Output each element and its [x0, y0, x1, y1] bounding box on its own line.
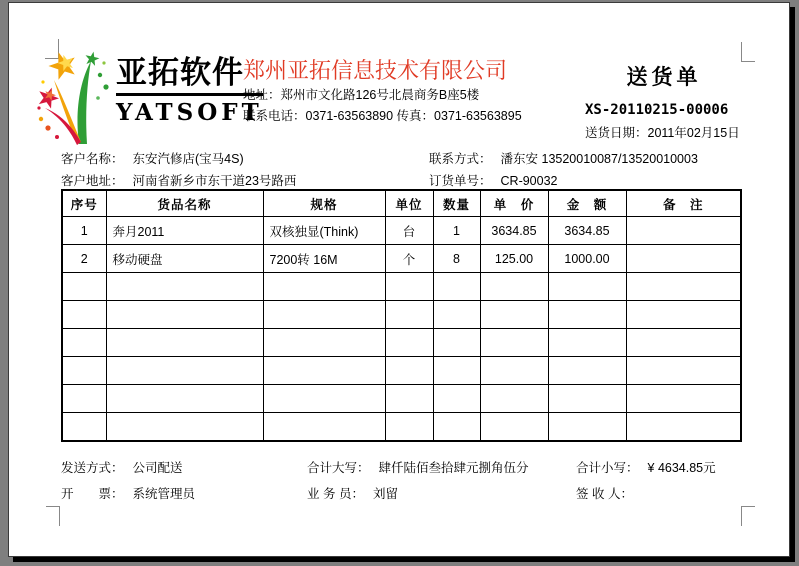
contact-field [429, 149, 698, 167]
table-cell [480, 273, 548, 301]
total-in-words-field [307, 458, 529, 476]
table-cell [106, 329, 263, 357]
salesman-field [307, 484, 398, 502]
table-cell [62, 329, 106, 357]
table-cell [480, 301, 548, 329]
table-cell [626, 245, 741, 273]
issuer-label: 开 票： [61, 487, 124, 501]
table-cell [433, 273, 480, 301]
table-cell [548, 301, 626, 329]
contact-label: 联系方式： [429, 152, 492, 166]
table-row-empty [62, 301, 741, 329]
table-cell [548, 413, 626, 442]
table-cell [263, 273, 385, 301]
table-cell: 双核独显(Think) [263, 217, 385, 245]
table-cell [626, 385, 741, 413]
table-cell [548, 357, 626, 385]
table-cell: 8 [433, 245, 480, 273]
column-header: 单位 [385, 190, 433, 217]
table-cell [106, 273, 263, 301]
order-number-label: 订货单号： [429, 174, 492, 188]
items-table-header [62, 190, 741, 217]
table-cell: 2 [62, 245, 106, 273]
table-cell [106, 357, 263, 385]
customer-name-value: 东安汽修店(宝马4S) [132, 152, 244, 166]
delivery-method-value: 公司配送 [132, 461, 183, 475]
receiver-label: 签 收 人： [576, 487, 633, 501]
company-address: 地址：郑州市文化路126号北晨商务B座5楼 [243, 88, 480, 102]
table-cell [385, 357, 433, 385]
order-number-value: CR-90032 [500, 174, 558, 188]
delivery-date: 送货日期：2011年02月15日 [585, 126, 740, 140]
table-cell [62, 413, 106, 442]
company-phones: 联系电话：0371-63563890 传真：0371-63563895 [243, 109, 522, 123]
table-cell: 3634.85 [480, 217, 548, 245]
table-cell [480, 413, 548, 442]
table-cell [385, 413, 433, 442]
table-cell [62, 273, 106, 301]
table-cell [433, 357, 480, 385]
table-cell: 1 [62, 217, 106, 245]
table-cell [62, 357, 106, 385]
table-cell [548, 273, 626, 301]
items-table [61, 189, 742, 442]
total-amount-label: 合计小写： [576, 461, 639, 475]
total-amount-value: ¥ 4634.85元 [647, 461, 716, 475]
company-block [243, 57, 593, 127]
column-header: 数量 [433, 190, 480, 217]
issuer-field [61, 484, 195, 502]
salesman-value: 刘留 [372, 487, 398, 501]
issuer-value: 系统管理员 [132, 487, 196, 501]
brand-block [116, 56, 263, 126]
company-name: 郑州亚拓信息技术有限公司 [243, 58, 508, 83]
contact-value: 潘东安 13520010087/13520010003 [500, 152, 698, 166]
brand-name-en: YATSOFT [116, 99, 263, 127]
table-cell [263, 329, 385, 357]
table-cell: 台 [385, 217, 433, 245]
delivery-method-label: 发送方式： [61, 461, 124, 475]
table-cell [263, 385, 385, 413]
table-cell: 1000.00 [548, 245, 626, 273]
table-cell: 移动硬盘 [106, 245, 263, 273]
table-cell [263, 413, 385, 442]
document-title: 送货单 [626, 66, 702, 89]
table-row-empty [62, 273, 741, 301]
table-cell [548, 385, 626, 413]
starburst-logo-icon [33, 49, 125, 147]
table-cell [433, 385, 480, 413]
table-cell: 奔月2011 [106, 217, 263, 245]
table-row [62, 217, 741, 245]
table-cell [626, 217, 741, 245]
table-cell [626, 357, 741, 385]
customer-name-label: 客户名称： [61, 152, 124, 166]
column-header: 序号 [62, 190, 106, 217]
table-cell [385, 385, 433, 413]
total-in-words-label: 合计大写： [307, 461, 370, 475]
table-cell [62, 385, 106, 413]
total-amount-field [576, 458, 716, 476]
column-header: 规格 [263, 190, 385, 217]
table-row-empty [62, 329, 741, 357]
table-cell [106, 301, 263, 329]
column-header: 货品名称 [106, 190, 263, 217]
table-cell [626, 301, 741, 329]
customer-address-label: 客户地址： [61, 174, 124, 188]
table-cell: 125.00 [480, 245, 548, 273]
order-number-field [429, 171, 558, 189]
customer-address-field [61, 171, 296, 189]
table-header-row [62, 190, 741, 217]
table-row [62, 245, 741, 273]
table-cell: 个 [385, 245, 433, 273]
table-cell [626, 413, 741, 442]
margin-mark-bottom-right-icon [741, 506, 755, 526]
table-cell: 7200转 16M [263, 245, 385, 273]
margin-mark-top-right-icon [741, 42, 755, 62]
table-cell [480, 329, 548, 357]
margin-mark-bottom-left-icon [46, 506, 60, 526]
customer-name-field [61, 149, 244, 167]
table-cell [626, 329, 741, 357]
table-cell [385, 273, 433, 301]
table-cell: 3634.85 [548, 217, 626, 245]
table-cell [106, 413, 263, 442]
table-row-empty [62, 413, 741, 442]
document-number: XS-20110215-00006 [585, 102, 729, 118]
table-cell [263, 357, 385, 385]
document-title-block [585, 61, 743, 141]
table-cell [106, 385, 263, 413]
table-cell: 1 [433, 217, 480, 245]
document-page [8, 2, 790, 557]
table-cell [626, 273, 741, 301]
column-header: 金 额 [548, 190, 626, 217]
table-cell [480, 385, 548, 413]
table-cell [433, 301, 480, 329]
table-row-empty [62, 357, 741, 385]
table-cell [263, 301, 385, 329]
column-header: 单 价 [480, 190, 548, 217]
customer-address-value: 河南省新乡市东干道23号路西 [132, 174, 297, 188]
table-cell [385, 329, 433, 357]
table-cell [548, 329, 626, 357]
table-cell [62, 301, 106, 329]
table-cell [480, 357, 548, 385]
brand-name-cn: 亚拓软件 [116, 56, 263, 96]
table-row-empty [62, 385, 741, 413]
items-table-body [62, 217, 741, 442]
total-in-words-value: 肆仟陆佰叁拾肆元捌角伍分 [378, 461, 529, 475]
table-cell [433, 329, 480, 357]
column-header: 备 注 [626, 190, 741, 217]
table-cell [433, 413, 480, 442]
receiver-field [576, 484, 642, 502]
salesman-label: 业 务 员： [307, 487, 364, 501]
delivery-method-field [61, 458, 183, 476]
table-cell [385, 301, 433, 329]
